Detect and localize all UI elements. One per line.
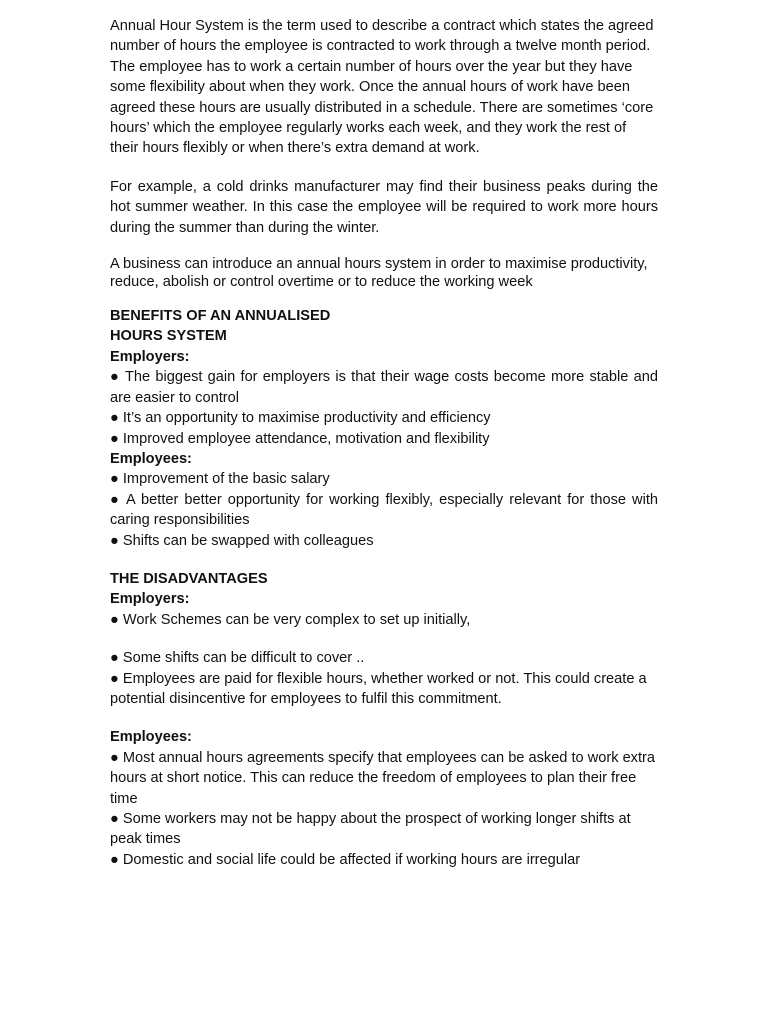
benefits-employers-label: Employers: <box>110 348 190 365</box>
benefits-employees-item: ● A better better opportunity for working flexibly, especially relevant for those with caring responsibilities <box>110 491 658 529</box>
disadvantages-section <box>110 569 658 870</box>
benefits-heading-line-1: BENEFITS OF AN ANNUALISED <box>110 308 331 325</box>
disadvantages-employers-label: Employers: <box>110 591 190 608</box>
intro-paragraph-2: For example, a cold drinks manufacturer may find their business peaks during the hot summer weather. In this case the employee will be required to work more hours during the summer than during the winter. <box>110 178 658 236</box>
benefits-employees-item: ● Improvement of the basic salary <box>110 471 330 488</box>
disadvantages-employers-item: ● Employees are paid for flexible hours, whether worked or not. This could create a potential disincentive for employees to fulfil this commitment. <box>110 670 647 707</box>
disadvantages-employers-item: ● Some shifts can be difficult to cover .. <box>110 650 365 667</box>
spacer <box>110 159 658 177</box>
disadvantages-employees-label: Employees: <box>110 729 192 746</box>
benefits-employers-item: ● Improved employee attendance, motivation and flexibility <box>110 430 490 447</box>
benefits-employers-item: ● The biggest gain for employers is that their wage costs become more stable and are easier to control <box>110 369 658 406</box>
benefits-employees-label: Employees: <box>110 450 192 467</box>
disadvantages-employers-item: ● Work Schemes can be very complex to set up initially, <box>110 611 471 628</box>
spacer <box>110 551 658 569</box>
spacer <box>110 238 658 256</box>
intro-paragraph-1: Annual Hour System is the term used to describe a contract which states the agreed number of hours the employee is contracted to work through a twelve month period. The employee has to work a certain number of hours over the year but they have some flexibility about when they work. Once the annual hours of work have been agreed these hours are usually distributed in a schedule. There are sometimes ‘core hours’ which the employee regularly works each week, and they work the rest of their hours flexibly or when there’s extra demand at work. <box>110 18 654 157</box>
spacer <box>110 630 658 648</box>
benefits-section <box>110 306 658 551</box>
benefits-heading-line-2: HOURS SYSTEM <box>110 328 227 345</box>
intro-paragraph-3: A business can introduce an annual hours system in order to maximise productivity, reduce, abolish or control overtime or to reduce the working week <box>110 256 648 290</box>
disadvantages-employees-item: ● Most annual hours agreements specify that employees can be asked to work extra hours at short notice. This can reduce the freedom of employees to plan their free time <box>110 749 656 807</box>
document-page <box>110 16 658 870</box>
disadvantages-heading: THE DISADVANTAGES <box>110 570 268 587</box>
spacer <box>110 291 658 306</box>
spacer <box>110 709 658 727</box>
disadvantages-employees-item: ● Domestic and social life could be affected if working hours are irregular <box>110 851 581 868</box>
benefits-employers-item: ● It’s an opportunity to maximise productivity and efficiency <box>110 410 491 427</box>
benefits-employees-item: ● Shifts can be swapped with colleagues <box>110 532 374 549</box>
disadvantages-employees-item: ● Some workers may not be happy about the prospect of working longer shifts at peak times <box>110 811 631 848</box>
